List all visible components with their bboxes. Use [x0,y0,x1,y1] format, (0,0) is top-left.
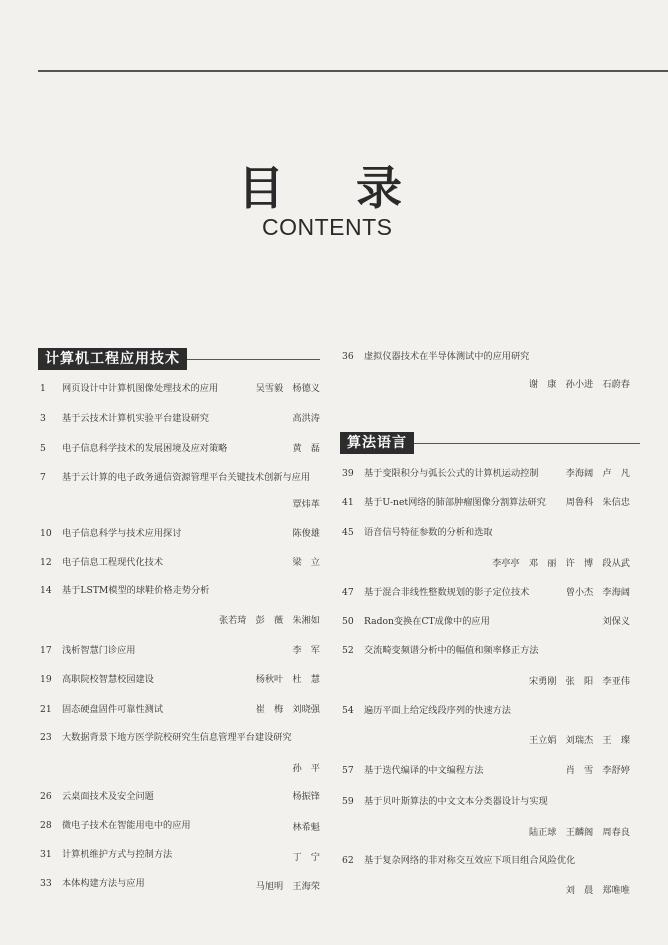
page-number: 17 [40,645,52,656]
entry-authors: 黄 磊 [292,443,320,454]
entry-authors: 吴雪毅 杨德义 [255,383,320,394]
entry-authors: 梁 立 [292,557,320,568]
entry-authors: 陆正球 王麟阁 周春良 [528,827,630,838]
page-number: 54 [342,705,354,716]
toc-entry[interactable] [40,440,227,454]
entry-title: 遍历平面上给定线段序列的快速方法 [364,705,511,716]
section-rule [187,359,320,360]
entry-authors: 丁 宁 [292,852,320,863]
entry-title: 浅析智慧门诊应用 [62,645,136,656]
page-number: 33 [40,878,52,889]
entry-title: 微电子技术在智能用电中的应用 [62,820,191,831]
page-number: 5 [40,443,46,454]
toc-entry[interactable] [40,701,163,715]
entry-authors: 曾小杰 李海阔 [565,587,630,598]
toc-entry[interactable] [342,613,490,627]
page-number: 52 [342,645,354,656]
entry-title: 计算机维护方式与控制方法 [62,849,173,860]
page-subtitle: CONTENTS [262,214,393,240]
entry-title: 虚拟仪器技术在半导体测试中的应用研究 [364,351,530,362]
entry-title: 大数据背景下地方医学院校研究生信息管理平台建设研究 [62,732,292,743]
entry-authors: 刘保义 [602,616,630,627]
entry-authors: 周鲁科 朱信忠 [565,497,630,508]
toc-entry[interactable] [342,642,539,656]
section-header-algorithms [340,432,640,454]
entry-authors: 杨振锋 [292,791,320,802]
page-number: 36 [342,351,354,362]
page-number: 47 [342,587,354,598]
toc-entry[interactable] [342,348,529,362]
toc-entry[interactable] [40,671,154,685]
entry-title: 电子信息科学技术的发展困境及应对策略 [62,443,228,454]
toc-entry[interactable] [40,380,218,394]
page-number: 10 [40,528,52,539]
entry-title: 基于云计算的电子政务通信资源管理平台关键技术创新与应用 [62,472,311,483]
page-number: 57 [342,765,354,776]
entry-title: 网页设计中计算机图像处理技术的应用 [62,383,219,394]
toc-entry[interactable] [40,410,209,424]
entry-authors: 李海阔 卢 凡 [565,468,630,479]
toc-entry[interactable] [342,584,529,598]
toc-entry[interactable] [40,642,136,656]
page-number: 19 [40,674,52,685]
section-rule [414,443,640,444]
entry-authors: 马旭明 王海荣 [255,881,320,892]
page-number: 50 [342,616,354,627]
entry-authors: 杨秋叶 杜 慧 [255,674,320,685]
page-number: 23 [40,732,52,743]
entry-title: Radon变换在CT成像中的应用 [364,616,490,627]
entry-title: 基于云技术计算机实验平台建设研究 [62,413,209,424]
toc-entry[interactable] [40,729,292,743]
entry-authors: 林希魁 [292,822,320,833]
entry-title: 本体构建方法与应用 [62,878,145,889]
toc-entry[interactable] [342,762,483,776]
section-header-engineering [38,348,320,370]
entry-title: 固态硬盘固件可靠性测试 [62,704,164,715]
entry-title: 云桌面技术及安全问题 [62,791,154,802]
page-number: 21 [40,704,52,715]
page-number: 14 [40,585,52,596]
entry-title: 基于复杂网络的非对称交互效应下项目组合风险优化 [364,855,576,866]
entry-authors: 刘 晨 郑唯唯 [565,885,630,896]
entry-title: 高职院校智慧校园建设 [62,674,154,685]
page-number: 1 [40,383,46,394]
toc-entry[interactable] [40,875,145,889]
entry-title: 基于贝叶斯算法的中文文本分类器设计与实现 [364,796,548,807]
entry-authors: 覃炜革 [292,499,320,510]
entry-authors: 孙 平 [292,763,320,774]
page-number: 45 [342,527,354,538]
entry-title: 交流畸变频谱分析中的幅值和频率修正方法 [364,645,539,656]
entry-authors: 肖 雪 李舒婷 [565,765,630,776]
section-title: 算法语言 [340,432,414,454]
page-number: 39 [342,468,354,479]
page-number: 3 [40,413,46,424]
toc-entry[interactable] [342,702,511,716]
page-title: 目录 [238,161,474,215]
page-number: 31 [40,849,52,860]
entry-authors: 谢 康 孙小进 石蔚春 [528,379,630,390]
entry-title: 电子信息科学与技术应用探讨 [62,528,182,539]
toc-entry[interactable] [40,469,310,483]
entry-authors: 张若琦 彭 薇 朱湘如 [218,615,320,626]
entry-authors: 高洪涛 [292,413,320,424]
toc-entry[interactable] [40,788,154,802]
entry-authors: 李亭亭 邓 丽 许 博 段从武 [492,558,630,569]
entry-title: 基于LSTM模型的球鞋价格走势分析 [62,585,210,596]
toc-entry[interactable] [40,817,191,831]
entry-title: 基于U-net网络的肺部肿瘤图像分割算法研究 [364,497,546,508]
entry-authors: 陈俊雄 [292,528,320,539]
top-rule [38,70,668,72]
toc-entry[interactable] [40,846,172,860]
toc-entry[interactable] [342,524,493,538]
entry-title: 基于混合非线性整数规划的影子定位技术 [364,587,530,598]
page-number: 59 [342,796,354,807]
page-number: 41 [342,497,354,508]
toc-entry[interactable] [40,554,163,568]
section-title: 计算机工程应用技术 [38,348,187,370]
page-number: 28 [40,820,52,831]
toc-entry[interactable] [40,582,209,596]
toc-entry[interactable] [40,525,181,539]
toc-entry[interactable] [342,793,548,807]
entry-title: 基于迭代编译的中文编程方法 [364,765,484,776]
entry-title: 基于变限积分与弧长公式的计算机运动控制 [364,468,539,479]
entry-authors: 崔 梅 刘晓强 [255,704,320,715]
toc-entry[interactable] [342,494,546,508]
page-number: 7 [40,472,46,483]
toc-entry[interactable] [342,465,539,479]
page-number: 62 [342,855,354,866]
toc-entry[interactable] [342,852,575,866]
entry-title: 语音信号特征参数的分析和选取 [364,527,493,538]
entry-title: 电子信息工程现代化技术 [62,557,164,568]
entry-authors: 宋勇刚 张 阳 李亚伟 [528,676,630,687]
page-number: 26 [40,791,52,802]
page-number: 12 [40,557,52,568]
entry-authors: 王立娟 刘瑞杰 王 璨 [528,735,630,746]
entry-authors: 李 军 [292,645,320,656]
